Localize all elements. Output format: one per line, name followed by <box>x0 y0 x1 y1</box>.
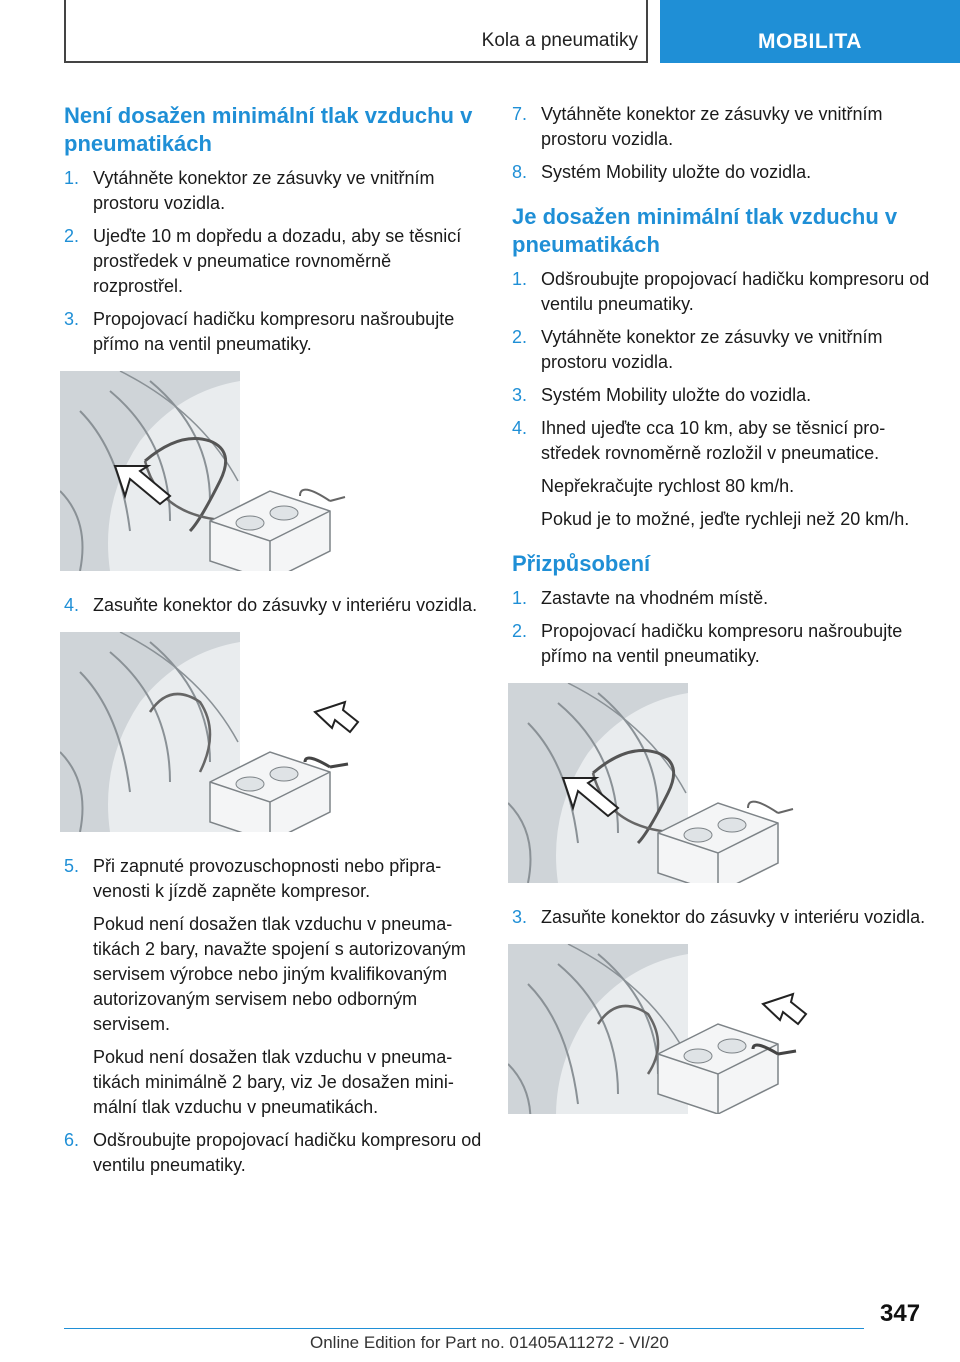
edition-label: Online Edition for Part no. 01405A11272 - VI/20 <box>310 1333 669 1352</box>
step-text: Odšroubujte propojovací hadičku kompresoru od ventilu pneumatiky. <box>541 269 930 314</box>
step-number: 4. <box>64 595 80 615</box>
step-number: 1. <box>512 269 528 289</box>
step-number: 5. <box>64 856 80 876</box>
step-text: Vytáhněte konektor ze zásuvky ve vnitřním prostoru vozidla. <box>541 327 883 372</box>
step-number: 8. <box>512 162 528 182</box>
step-text: Propojovací hadičku kompresoru našroubujte přímo na ventil pneumatiky. <box>93 309 455 354</box>
step-number: 4. <box>512 418 528 438</box>
step-number: 1. <box>64 168 80 188</box>
footer-divider <box>64 1328 864 1329</box>
step-note: Pokud je to možné, jeďte rychleji než 20 km/h. <box>541 509 910 529</box>
step-text: Ujeďte 10 m dopředu a dozadu, aby se těsnicí prostředek v pneumatice rovnoměrně rozprostřel. <box>93 226 462 296</box>
step-note: Pokud není dosažen tlak vzduchu v pneumatikách 2 bary, navažte spojení s autorizovaným servisem výrobce nebo jiným kvalifikovaným autorizovaným servisem nebo odborným servisem. <box>93 914 466 1034</box>
illustration-connect-hose <box>60 371 360 571</box>
step-number: 2. <box>64 226 80 246</box>
illustration-plug-socket <box>60 632 360 832</box>
page-number: 347 <box>880 1300 921 1327</box>
step-r3-3 <box>512 905 932 930</box>
heading-adjustment: Přizpůsobení <box>512 551 651 576</box>
step-number: 6. <box>64 1130 80 1150</box>
step-r2-4 <box>512 416 932 532</box>
step-left-1 <box>64 166 484 216</box>
step-right-7 <box>512 102 932 152</box>
step-left-6 <box>64 1128 484 1178</box>
step-text: Ihned ujeďte cca 10 km, aby se těsnicí prostředek rovnoměrně rozložil v pneumatice. <box>541 418 886 463</box>
step-number: 3. <box>512 907 528 927</box>
step-r2-3 <box>512 383 932 408</box>
chapter-label: MOBILITA <box>758 29 862 53</box>
step-left-3 <box>64 307 484 357</box>
section-title: Kola a pneumatiky <box>481 30 638 51</box>
step-text: Zasuňte konektor do zásuvky v interiéru vozidla. <box>93 595 478 615</box>
illustration-plug-socket-2 <box>508 944 808 1114</box>
step-text: Při zapnuté provozuschopnosti nebo připravenosti k jízdě zapněte kompresor. <box>93 856 442 901</box>
step-text: Zasuňte konektor do zásuvky v interiéru vozidla. <box>541 907 926 927</box>
step-note: Nepřekračujte rychlost 80 km/h. <box>541 476 795 496</box>
step-r2-2 <box>512 325 932 375</box>
step-r3-1 <box>512 586 932 611</box>
heading-no-pressure: Není dosažen minimální tlak vzduchu v pneumatikách <box>64 103 473 156</box>
step-text: Systém Mobility uložte do vozidla. <box>541 162 812 182</box>
step-r3-2 <box>512 619 932 669</box>
step-text: Vytáhněte konektor ze zásuvky ve vnitřním prostoru vozidla. <box>93 168 435 213</box>
heading-pressure-reached: Je dosažen minimální tlak vzduchu v pneumatikách <box>512 204 898 257</box>
step-text: Systém Mobility uložte do vozidla. <box>541 385 812 405</box>
step-number: 7. <box>512 104 528 124</box>
step-number: 2. <box>512 327 528 347</box>
step-text: Zastavte na vhodném místě. <box>541 588 769 608</box>
left-column <box>64 102 484 1186</box>
step-number: 3. <box>512 385 528 405</box>
step-left-2 <box>64 224 484 299</box>
step-note-link[interactable]: Pokud není dosažen tlak vzduchu v pneumatikách minimálně 2 bary, viz Je dosažen minimální tlak vzduchu v pneumatikách. <box>93 1047 454 1117</box>
step-text: Odšroubujte propojovací hadičku kompresoru od ventilu pneumatiky. <box>93 1130 482 1175</box>
right-column <box>512 102 932 1136</box>
step-number: 2. <box>512 621 528 641</box>
step-number: 3. <box>64 309 80 329</box>
step-left-4 <box>64 593 484 618</box>
step-text: Vytáhněte konektor ze zásuvky ve vnitřním prostoru vozidla. <box>541 104 883 149</box>
chapter-tab[interactable] <box>660 0 960 63</box>
step-right-8 <box>512 160 932 185</box>
step-r2-1 <box>512 267 932 317</box>
illustration-connect-hose-2 <box>508 683 808 883</box>
step-text: Propojovací hadičku kompresoru našroubujte přímo na ventil pneumatiky. <box>541 621 903 666</box>
step-left-5 <box>64 854 484 1120</box>
step-number: 1. <box>512 588 528 608</box>
